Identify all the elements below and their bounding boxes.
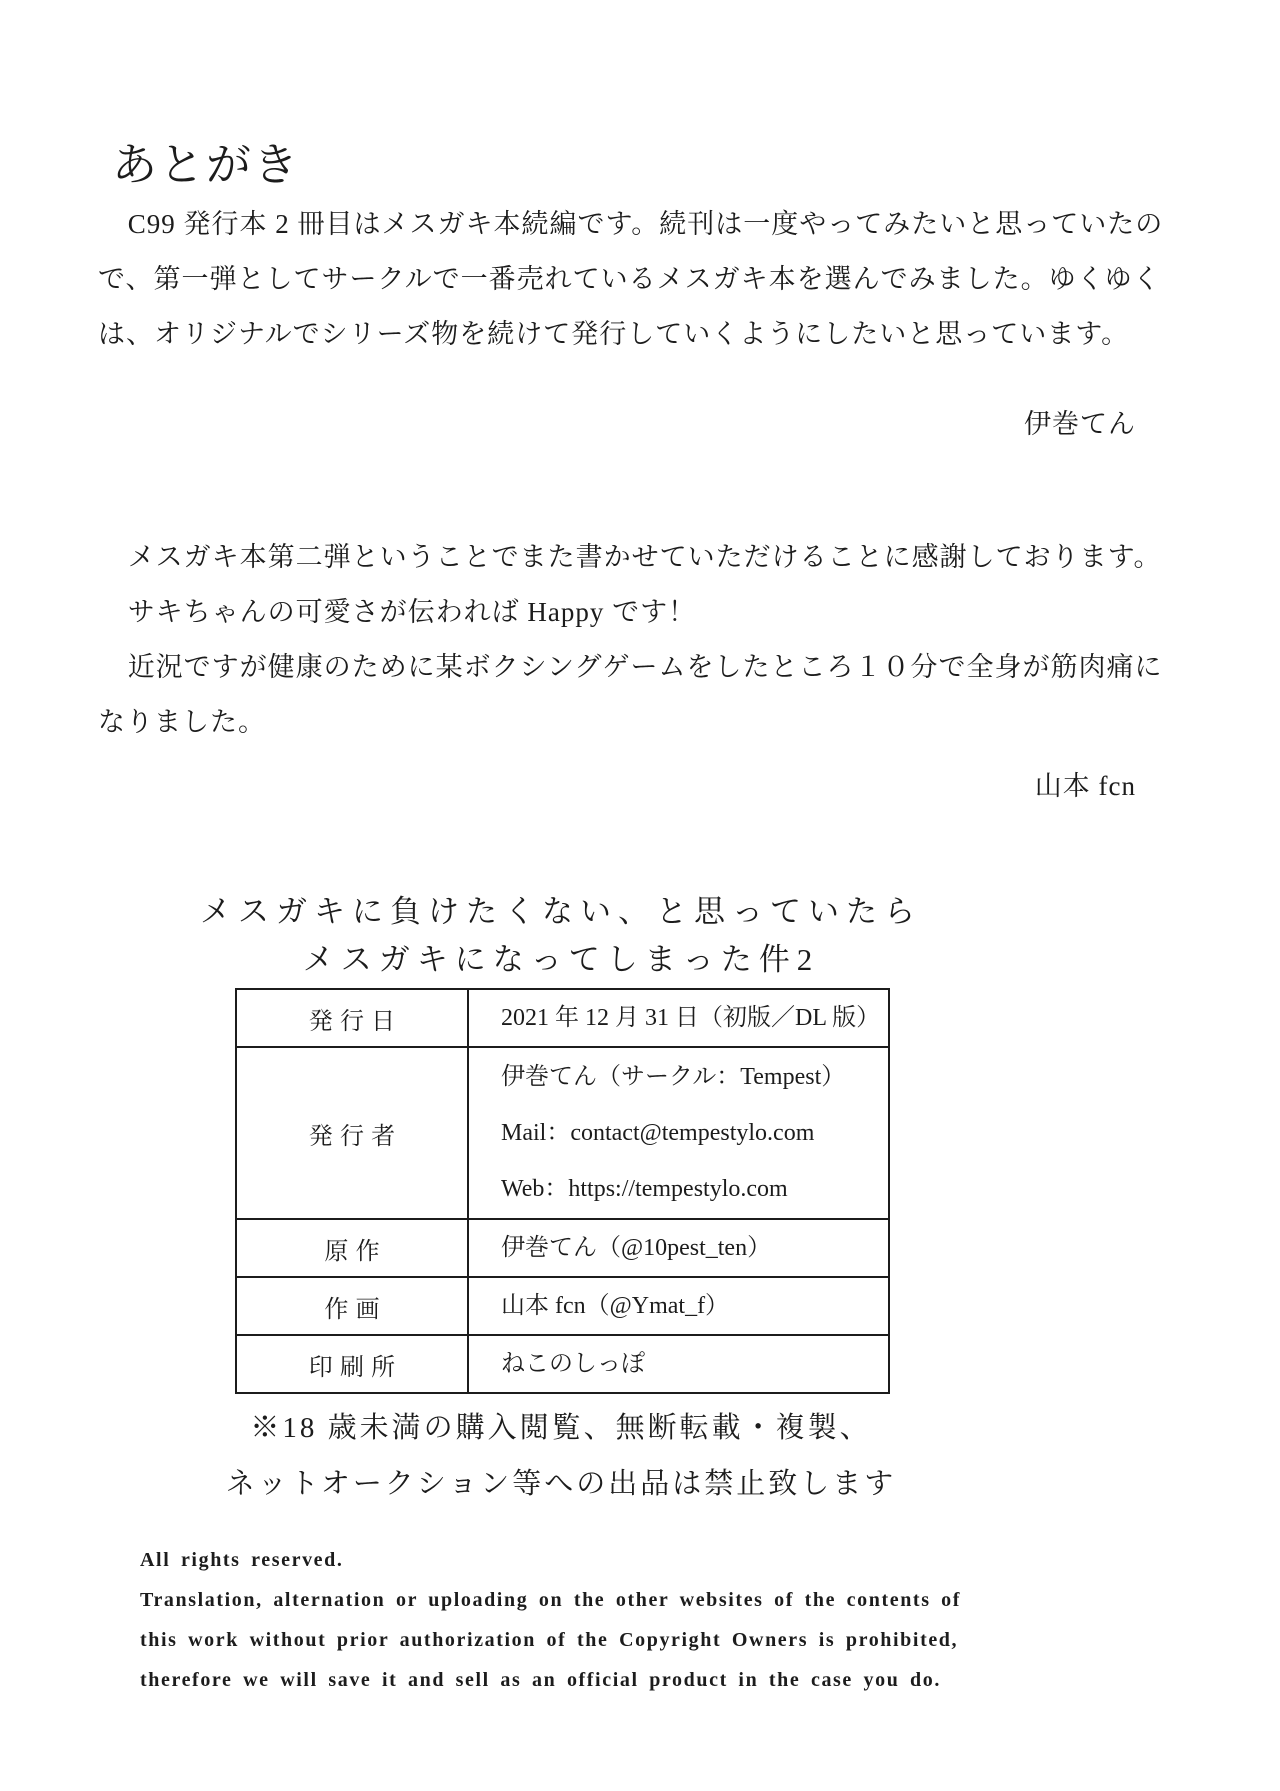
table-row-publisher	[236, 1047, 889, 1219]
colophon-table	[235, 988, 890, 1394]
table-row-illustration	[236, 1277, 889, 1335]
paragraph-2-line-4: なりました。	[98, 707, 266, 737]
table-label: 作画	[236, 1277, 468, 1335]
age-restriction-notice-line-2: ネットオークション等への出品は禁止致します	[225, 1468, 897, 1500]
table-label: 発行日	[236, 989, 468, 1047]
paragraph-1-line-2: で、第一弾としてサークルで一番売れているメスガキ本を選んでみました。ゆくゆく	[98, 264, 1161, 294]
table-value-line: 2021 年 12 月 31 日（初版／DL 版）	[501, 1005, 881, 1031]
table-value	[468, 1219, 889, 1277]
table-value-line: 伊巻てん（@10pest_ten）	[501, 1235, 772, 1261]
book-title-line-2: メスガキになってしまった件2	[302, 942, 820, 977]
table-value-line: 伊巻てん（サークル：Tempest）	[501, 1064, 846, 1090]
table-row-original-work	[236, 1219, 889, 1277]
copyright-line-4: therefore we will save it and sell as an official product in the case you do.	[140, 1669, 941, 1691]
table-value	[468, 1047, 889, 1219]
paragraph-2	[98, 530, 1163, 750]
book-title-line-1: メスガキに負けたくない、と思っていたら	[200, 894, 922, 929]
table-value-line: ねこのしっぽ	[501, 1351, 645, 1377]
paragraph-1-line-1: C99 発行本 2 冊目はメスガキ本続編です。続刊は一度やってみたいと思っていたの	[127, 209, 1164, 239]
table-label: 発行者	[236, 1047, 468, 1219]
table-value	[468, 989, 889, 1047]
table-value	[468, 1277, 889, 1335]
age-restriction-notice-line-1: ※18 歳未満の購入閲覧、無断転載・複製、	[250, 1412, 872, 1444]
copyright-block	[140, 1540, 1140, 1700]
copyright-line-1: All rights reserved.	[140, 1549, 344, 1571]
table-row-publish-date	[236, 989, 889, 1047]
table-value-line: 山本 fcn（@Ymat_f）	[501, 1293, 730, 1319]
table-label: 原作	[236, 1219, 468, 1277]
paragraph-1	[98, 197, 1164, 362]
table-value	[468, 1335, 889, 1393]
table-row-printer	[236, 1335, 889, 1393]
signature-author-2: 山本 fcn	[1034, 771, 1136, 801]
signature-author-1: 伊巻てん	[1024, 409, 1136, 439]
copyright-line-2: Translation, alternation or uploading on the other websites of the contents of	[140, 1589, 962, 1611]
copyright-line-3: this work without prior authorization of the Copyright Owners is prohibited,	[140, 1629, 959, 1651]
paragraph-2-line-1: メスガキ本第二弾ということでまた書かせていただけることに感謝しております。	[127, 542, 1162, 572]
paragraph-2-line-2: サキちゃんの可愛さが伝われば Happy です！	[127, 597, 697, 627]
page-title: あとがき	[112, 140, 301, 190]
publisher-mail: Mail：contact@tempestylo.com	[501, 1120, 815, 1146]
paragraph-1-line-3: は、オリジナルでシリーズ物を続けて発行していくようにしたいと思っています。	[98, 319, 1130, 349]
publisher-web: Web：https://tempestylo.com	[501, 1176, 788, 1202]
table-label: 印刷所	[236, 1335, 468, 1393]
paragraph-2-line-3: 近況ですが健康のために某ボクシングゲームをしたところ１０分で全身が筋肉痛に	[127, 652, 1163, 682]
